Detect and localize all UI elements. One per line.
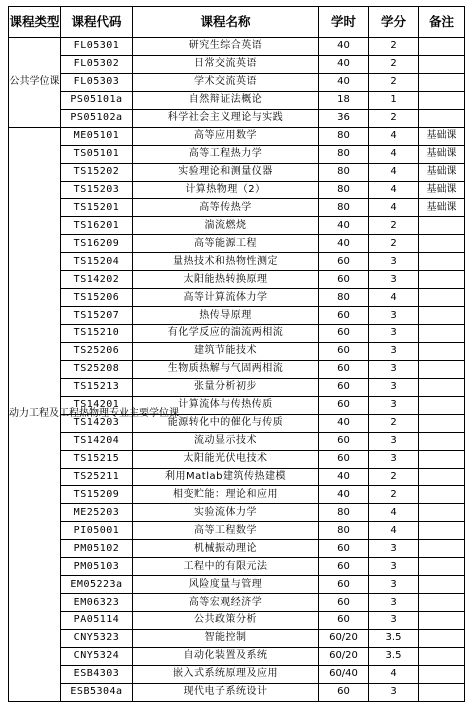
name-cell: 科学社会主义理论与实践 bbox=[133, 109, 319, 127]
code-cell: TS14203 bbox=[61, 414, 133, 432]
code-cell: FL05302 bbox=[61, 55, 133, 73]
table-row bbox=[9, 360, 465, 378]
name-cell: 高等计算流体力学 bbox=[133, 289, 319, 307]
code-cell: TS16201 bbox=[61, 217, 133, 235]
hours-cell: 80 bbox=[319, 181, 369, 199]
code-cell: TS15207 bbox=[61, 307, 133, 325]
credits-cell: 3 bbox=[369, 253, 419, 271]
credits-cell: 2 bbox=[369, 217, 419, 235]
credits-cell: 4 bbox=[369, 181, 419, 199]
note-cell bbox=[419, 378, 465, 396]
note-cell bbox=[419, 396, 465, 414]
credits-cell: 3 bbox=[369, 576, 419, 594]
hours-cell: 60 bbox=[319, 683, 369, 701]
note-cell bbox=[419, 576, 465, 594]
credits-cell: 3 bbox=[369, 271, 419, 289]
code-cell: FL05303 bbox=[61, 73, 133, 91]
credits-cell: 3 bbox=[369, 396, 419, 414]
hours-cell: 80 bbox=[319, 199, 369, 217]
name-cell: 自然辩证法概论 bbox=[133, 91, 319, 109]
hours-cell: 40 bbox=[319, 486, 369, 504]
name-cell: 流动显示技术 bbox=[133, 432, 319, 450]
code-cell: TS25211 bbox=[61, 468, 133, 486]
hours-cell: 60 bbox=[319, 396, 369, 414]
code-cell: PI05001 bbox=[61, 522, 133, 540]
name-cell: 实验流体力学 bbox=[133, 504, 319, 522]
hours-cell: 18 bbox=[319, 91, 369, 109]
name-cell: 高等能源工程 bbox=[133, 235, 319, 253]
credits-cell: 3 bbox=[369, 594, 419, 612]
table-row bbox=[9, 181, 465, 199]
table-row bbox=[9, 55, 465, 73]
table-row bbox=[9, 91, 465, 109]
name-cell: 实验理论和测量仪器 bbox=[133, 163, 319, 181]
table-row bbox=[9, 38, 465, 56]
credits-cell: 4 bbox=[369, 504, 419, 522]
name-cell: 计算流体与传热传质 bbox=[133, 396, 319, 414]
table-row bbox=[9, 576, 465, 594]
note-cell bbox=[419, 540, 465, 558]
code-cell: TS15204 bbox=[61, 253, 133, 271]
code-cell: TS15210 bbox=[61, 325, 133, 343]
name-cell: 研究生综合英语 bbox=[133, 38, 319, 56]
note-cell bbox=[419, 342, 465, 360]
table-row bbox=[9, 558, 465, 576]
table-row bbox=[9, 486, 465, 504]
name-cell: 嵌入式系统原理及应用 bbox=[133, 665, 319, 683]
note-cell bbox=[419, 271, 465, 289]
name-cell: 现代电子系统设计 bbox=[133, 683, 319, 701]
code-cell: ESB4303 bbox=[61, 665, 133, 683]
category-cell: 动力工程及工程热物理专业主要学位课 bbox=[9, 127, 61, 701]
code-cell: PS05101a bbox=[61, 91, 133, 109]
note-cell: 基础课 bbox=[419, 199, 465, 217]
credits-cell: 3.5 bbox=[369, 647, 419, 665]
table-row bbox=[9, 432, 465, 450]
note-cell bbox=[419, 91, 465, 109]
header-credits: 学分 bbox=[369, 7, 419, 38]
code-cell: TS14201 bbox=[61, 396, 133, 414]
hours-cell: 60 bbox=[319, 558, 369, 576]
table-row bbox=[9, 629, 465, 647]
credits-cell: 2 bbox=[369, 486, 419, 504]
note-cell bbox=[419, 468, 465, 486]
credits-cell: 3 bbox=[369, 432, 419, 450]
hours-cell: 60 bbox=[319, 432, 369, 450]
code-cell: PS05102a bbox=[61, 109, 133, 127]
course-table bbox=[8, 6, 465, 702]
table-row bbox=[9, 127, 465, 145]
note-cell bbox=[419, 647, 465, 665]
header-hours: 学时 bbox=[319, 7, 369, 38]
note-cell bbox=[419, 253, 465, 271]
note-cell bbox=[419, 73, 465, 91]
table-row bbox=[9, 271, 465, 289]
hours-cell: 80 bbox=[319, 504, 369, 522]
hours-cell: 80 bbox=[319, 289, 369, 307]
credits-cell: 3 bbox=[369, 540, 419, 558]
table-row bbox=[9, 342, 465, 360]
hours-cell: 40 bbox=[319, 55, 369, 73]
note-cell: 基础课 bbox=[419, 181, 465, 199]
name-cell: 热传导原理 bbox=[133, 307, 319, 325]
credits-cell: 3 bbox=[369, 307, 419, 325]
code-cell: TS14202 bbox=[61, 271, 133, 289]
hours-cell: 60 bbox=[319, 360, 369, 378]
hours-cell: 60 bbox=[319, 325, 369, 343]
hours-cell: 60 bbox=[319, 342, 369, 360]
hours-cell: 80 bbox=[319, 163, 369, 181]
credits-cell: 3.5 bbox=[369, 629, 419, 647]
credits-cell: 3 bbox=[369, 450, 419, 468]
table-row bbox=[9, 325, 465, 343]
credits-cell: 4 bbox=[369, 522, 419, 540]
credits-cell: 3 bbox=[369, 558, 419, 576]
note-cell: 基础课 bbox=[419, 127, 465, 145]
credits-cell: 3 bbox=[369, 378, 419, 396]
hours-cell: 60/20 bbox=[319, 647, 369, 665]
hours-cell: 80 bbox=[319, 127, 369, 145]
note-cell bbox=[419, 486, 465, 504]
note-cell bbox=[419, 360, 465, 378]
table-row bbox=[9, 612, 465, 630]
header-note: 备注 bbox=[419, 7, 465, 38]
name-cell: 太阳能热转换原理 bbox=[133, 271, 319, 289]
hours-cell: 60 bbox=[319, 378, 369, 396]
table-row bbox=[9, 235, 465, 253]
credits-cell: 2 bbox=[369, 235, 419, 253]
code-cell: TS15213 bbox=[61, 378, 133, 396]
hours-cell: 40 bbox=[319, 38, 369, 56]
code-cell: CNY5324 bbox=[61, 647, 133, 665]
code-cell: ESB5304a bbox=[61, 683, 133, 701]
note-cell: 基础课 bbox=[419, 163, 465, 181]
header-name: 课程名称 bbox=[133, 7, 319, 38]
note-cell bbox=[419, 55, 465, 73]
note-cell bbox=[419, 522, 465, 540]
note-cell bbox=[419, 235, 465, 253]
code-cell: TS15203 bbox=[61, 181, 133, 199]
code-cell: TS05101 bbox=[61, 145, 133, 163]
table-row bbox=[9, 378, 465, 396]
note-cell bbox=[419, 450, 465, 468]
table-row bbox=[9, 199, 465, 217]
code-cell: TS15202 bbox=[61, 163, 133, 181]
name-cell: 学术交流英语 bbox=[133, 73, 319, 91]
name-cell: 自动化装置及系统 bbox=[133, 647, 319, 665]
credits-cell: 2 bbox=[369, 73, 419, 91]
hours-cell: 40 bbox=[319, 217, 369, 235]
name-cell: 有化学反应的湍流两相流 bbox=[133, 325, 319, 343]
name-cell: 日常交流英语 bbox=[133, 55, 319, 73]
hours-cell: 60 bbox=[319, 307, 369, 325]
credits-cell: 3 bbox=[369, 683, 419, 701]
credits-cell: 2 bbox=[369, 414, 419, 432]
name-cell: 公共政策分析 bbox=[133, 612, 319, 630]
code-cell: TS16209 bbox=[61, 235, 133, 253]
note-cell bbox=[419, 414, 465, 432]
hours-cell: 80 bbox=[319, 522, 369, 540]
name-cell: 太阳能光伏电技术 bbox=[133, 450, 319, 468]
credits-cell: 2 bbox=[369, 109, 419, 127]
credits-cell: 4 bbox=[369, 127, 419, 145]
table-row bbox=[9, 594, 465, 612]
table-row bbox=[9, 414, 465, 432]
code-cell: PM05103 bbox=[61, 558, 133, 576]
hours-cell: 40 bbox=[319, 414, 369, 432]
credits-cell: 4 bbox=[369, 665, 419, 683]
hours-cell: 60/40 bbox=[319, 665, 369, 683]
note-cell bbox=[419, 307, 465, 325]
table-row bbox=[9, 468, 465, 486]
hours-cell: 60 bbox=[319, 594, 369, 612]
code-cell: CNY5323 bbox=[61, 629, 133, 647]
hours-cell: 60 bbox=[319, 576, 369, 594]
note-cell bbox=[419, 217, 465, 235]
hours-cell: 60/20 bbox=[319, 629, 369, 647]
hours-cell: 60 bbox=[319, 271, 369, 289]
note-cell bbox=[419, 504, 465, 522]
table-row bbox=[9, 396, 465, 414]
category-cell: 公共学位课 bbox=[9, 38, 61, 128]
hours-cell: 60 bbox=[319, 253, 369, 271]
table-row bbox=[9, 522, 465, 540]
hours-cell: 40 bbox=[319, 468, 369, 486]
note-cell bbox=[419, 289, 465, 307]
table-row bbox=[9, 109, 465, 127]
name-cell: 高等应用数学 bbox=[133, 127, 319, 145]
credits-cell: 3 bbox=[369, 325, 419, 343]
name-cell: 张量分析初步 bbox=[133, 378, 319, 396]
code-cell: PM05102 bbox=[61, 540, 133, 558]
credits-cell: 2 bbox=[369, 55, 419, 73]
code-cell: PA05114 bbox=[61, 612, 133, 630]
code-cell: TS25208 bbox=[61, 360, 133, 378]
name-cell: 高等传热学 bbox=[133, 199, 319, 217]
table-row bbox=[9, 647, 465, 665]
name-cell: 相变贮能：理论和应用 bbox=[133, 486, 319, 504]
name-cell: 高等工程热力学 bbox=[133, 145, 319, 163]
name-cell: 利用Matlab建筑传热建模 bbox=[133, 468, 319, 486]
credits-cell: 2 bbox=[369, 468, 419, 486]
table-row bbox=[9, 253, 465, 271]
code-cell: TS15209 bbox=[61, 486, 133, 504]
table-row bbox=[9, 504, 465, 522]
name-cell: 风险度量与管理 bbox=[133, 576, 319, 594]
note-cell bbox=[419, 612, 465, 630]
name-cell: 建筑节能技术 bbox=[133, 342, 319, 360]
credits-cell: 2 bbox=[369, 38, 419, 56]
header-row bbox=[9, 7, 465, 38]
credits-cell: 4 bbox=[369, 289, 419, 307]
note-cell bbox=[419, 325, 465, 343]
table-row bbox=[9, 665, 465, 683]
note-cell bbox=[419, 683, 465, 701]
credits-cell: 1 bbox=[369, 91, 419, 109]
code-cell: TS15215 bbox=[61, 450, 133, 468]
hours-cell: 36 bbox=[319, 109, 369, 127]
credits-cell: 4 bbox=[369, 145, 419, 163]
credits-cell: 3 bbox=[369, 612, 419, 630]
table-row bbox=[9, 145, 465, 163]
hours-cell: 60 bbox=[319, 540, 369, 558]
code-cell: TS14204 bbox=[61, 432, 133, 450]
note-cell bbox=[419, 665, 465, 683]
hours-cell: 40 bbox=[319, 235, 369, 253]
table-row bbox=[9, 217, 465, 235]
note-cell bbox=[419, 432, 465, 450]
hours-cell: 60 bbox=[319, 612, 369, 630]
hours-cell: 40 bbox=[319, 73, 369, 91]
table-row bbox=[9, 73, 465, 91]
table-row bbox=[9, 307, 465, 325]
code-cell: TS25206 bbox=[61, 342, 133, 360]
note-cell bbox=[419, 594, 465, 612]
name-cell: 湍流燃烧 bbox=[133, 217, 319, 235]
course-body bbox=[9, 38, 465, 702]
name-cell: 机械振动理论 bbox=[133, 540, 319, 558]
code-cell: FL05301 bbox=[61, 38, 133, 56]
note-cell: 基础课 bbox=[419, 145, 465, 163]
note-cell bbox=[419, 109, 465, 127]
table-row bbox=[9, 163, 465, 181]
hours-cell: 60 bbox=[319, 450, 369, 468]
name-cell: 工程中的有限元法 bbox=[133, 558, 319, 576]
code-cell: ME25203 bbox=[61, 504, 133, 522]
code-cell: ME05101 bbox=[61, 127, 133, 145]
header-code: 课程代码 bbox=[61, 7, 133, 38]
credits-cell: 4 bbox=[369, 163, 419, 181]
table-row bbox=[9, 683, 465, 701]
header-category: 课程类型 bbox=[9, 7, 61, 38]
table-row bbox=[9, 540, 465, 558]
name-cell: 生物质热解与气固两相流 bbox=[133, 360, 319, 378]
name-cell: 量热技术和热物性测定 bbox=[133, 253, 319, 271]
note-cell bbox=[419, 558, 465, 576]
name-cell: 智能控制 bbox=[133, 629, 319, 647]
credits-cell: 3 bbox=[369, 342, 419, 360]
credits-cell: 3 bbox=[369, 360, 419, 378]
code-cell: EM06323 bbox=[61, 594, 133, 612]
table-row bbox=[9, 289, 465, 307]
table-row bbox=[9, 450, 465, 468]
name-cell: 高等工程数学 bbox=[133, 522, 319, 540]
name-cell: 能源转化中的催化与传质 bbox=[133, 414, 319, 432]
code-cell: EM05223a bbox=[61, 576, 133, 594]
note-cell bbox=[419, 38, 465, 56]
note-cell bbox=[419, 629, 465, 647]
code-cell: TS15206 bbox=[61, 289, 133, 307]
code-cell: TS15201 bbox=[61, 199, 133, 217]
hours-cell: 80 bbox=[319, 145, 369, 163]
name-cell: 计算热物理（2） bbox=[133, 181, 319, 199]
name-cell: 高等宏观经济学 bbox=[133, 594, 319, 612]
credits-cell: 4 bbox=[369, 199, 419, 217]
